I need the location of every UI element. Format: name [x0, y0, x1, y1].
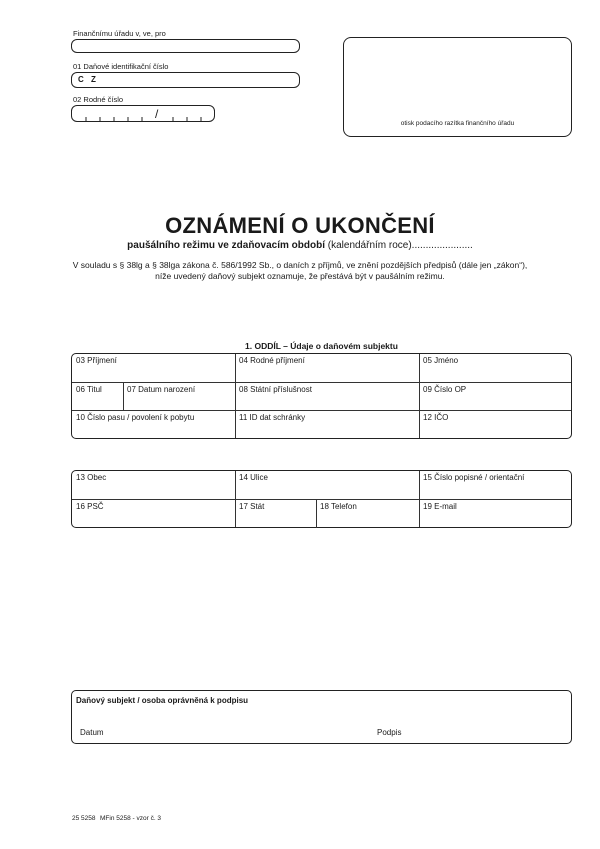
subtitle-bold: paušálního režimu ve zdaňovacím období [127, 240, 325, 251]
signature-box [71, 690, 572, 744]
section1-table [71, 353, 572, 439]
birth-number-label: 02 Rodné číslo [73, 95, 124, 104]
field-08-citizenship[interactable]: 08 Státní příslušnost [239, 385, 312, 394]
stamp-label: otisk podacího razítka finančního úřadu [400, 120, 515, 127]
document-subtitle [0, 240, 600, 251]
field-18-phone[interactable]: 18 Telefon [320, 502, 357, 511]
tax-office-label: Finančnímu úřadu v, ve, pro [73, 29, 166, 38]
field-17-state[interactable]: 17 Stát [239, 502, 265, 511]
footer-form-id: MFin 5258 - vzor č. 3 [100, 815, 162, 822]
tax-office-field[interactable] [71, 39, 300, 53]
tax-id-prefix: C Z [78, 75, 96, 84]
subtitle-normal: (kalendářním roce)...................... [324, 240, 473, 251]
signature-date-label[interactable]: Datum [80, 728, 104, 737]
signature-sign-label[interactable]: Podpis [377, 728, 402, 737]
footer-code: 25 5258 [72, 815, 96, 822]
field-03-surname[interactable]: 03 Příjmení [76, 356, 117, 365]
field-13-municipality[interactable]: 13 Obec [76, 473, 107, 482]
field-09-id-card[interactable]: 09 Číslo OP [423, 385, 467, 394]
signature-heading: Daňový subjekt / osoba oprávněná k podpisu [76, 696, 249, 705]
intro-line-1: V souladu s § 38lg a § 38lga zákona č. 586/1992 Sb., o daních z příjmů, ve znění pozdějších předpisů (dále jen „zákon“), [72, 260, 528, 270]
address-table [71, 470, 572, 528]
stamp-box [343, 37, 572, 137]
intro-line-2: níže uvedený daňový subjekt oznamuje, že přestává být v paušálním režimu. [155, 271, 445, 281]
field-16-postal-code[interactable]: 16 PSČ [76, 502, 104, 511]
field-11-databox-id[interactable]: 11 ID dat schránky [239, 413, 306, 422]
section1-heading: 1. ODDÍL – Údaje o daňovém subjektu [245, 341, 398, 351]
field-15-house-number[interactable]: 15 Číslo popisné / orientační [423, 473, 525, 482]
field-19-email[interactable]: 19 E-mail [423, 502, 457, 511]
field-10-passport[interactable]: 10 Číslo pasu / povolení k pobytu [76, 413, 195, 422]
field-14-street[interactable]: 14 Ulice [239, 473, 268, 482]
field-04-birth-surname[interactable]: 04 Rodné příjmení [239, 356, 305, 365]
field-07-birth-date[interactable]: 07 Datum narození [127, 385, 196, 394]
field-12-ico[interactable]: 12 IČO [423, 413, 449, 422]
birth-number-separator: / [155, 107, 159, 121]
birth-number-ticks [72, 106, 216, 123]
tax-id-label: 01 Daňové identifikační číslo [73, 62, 169, 71]
field-06-title[interactable]: 06 Titul [76, 385, 102, 394]
birth-number-field[interactable] [71, 105, 215, 122]
document-title: OZNÁMENÍ O UKONČENÍ [165, 213, 435, 238]
tax-id-field[interactable] [71, 72, 300, 88]
field-05-first-name[interactable]: 05 Jméno [423, 356, 459, 365]
